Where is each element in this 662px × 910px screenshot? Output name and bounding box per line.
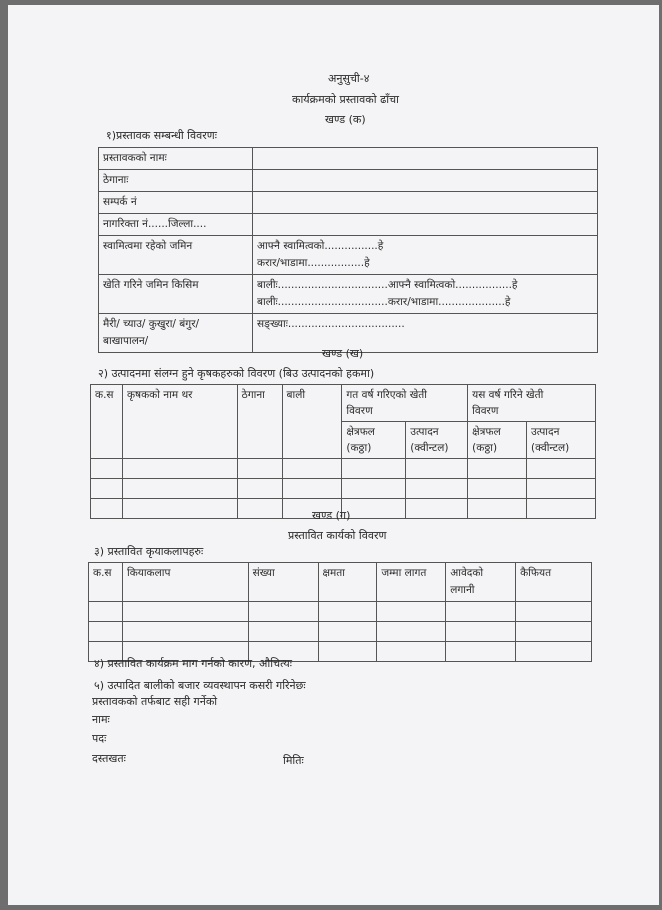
own-land-line: आफ्नै स्वामित्वको................हे [257,240,384,252]
contact-value [253,192,598,214]
col-address: ठेगाना [237,385,282,459]
post-label: पदः [92,732,107,745]
schedule-label: अनुसुची-४ [328,72,370,85]
livestock-value: सङ्ख्याः................................... [253,314,598,353]
col-investment-1: आवेदको [450,567,484,579]
col-crop: बाली [282,385,342,459]
sub-prod-last-2: (क्वीन्टल) [410,442,449,454]
leased-land-line: करार/भाडामा.................हे [257,257,370,269]
sub-area-this-2: (कठ्ठा) [472,442,498,454]
address-label: ठेगानाः [99,170,253,192]
item4-justification: ४) प्रस्तावित कार्यक्रम माग गर्नको कारण, औचित्यः [94,657,292,670]
section-a-label: खण्ड (क) [325,113,366,126]
crop-lease-line: बालीः.................................करार/भाडामा....................हे [257,296,511,308]
signatory-heading: प्रस्तावकको तर्फबाट सही गर्नेको [92,695,218,708]
col-quantity: संख्या [248,563,318,602]
table-header-row [91,385,596,422]
sub-prod-this-2: (क्वीन्टल) [531,442,570,454]
table-row [99,192,598,214]
col-investment [446,563,516,602]
section2-heading: २) उत्पादनमा संलग्न हुने कृषकहरुको विवरण (बिउ उत्पादनको हकमा) [98,367,375,380]
land-ownership-value [253,236,598,275]
crop-own-line: बालीः.................................आफ्नै स्वामित्वको.................हे [257,279,518,291]
col-last-year [342,385,468,422]
table-row [89,622,592,642]
col-investment-2: लगानी [450,584,475,596]
form-title: कार्यक्रमको प्रस्तावको ढाँचा [292,93,399,106]
table-row [99,214,598,236]
col-sn: क.स [91,385,123,459]
section-c-label: खण्ड (ग) [312,509,351,522]
col-capacity: क्षमता [318,563,377,602]
proposed-work-title: प्रस्तावित कार्यको विवरण [288,529,387,542]
date-label: मितिः [283,754,304,767]
citizenship-label: नागरिक्ता नं......जिल्ला.... [99,214,253,236]
sub-prod-this [527,422,596,459]
table-header-row [89,563,592,602]
col-activity: कियाकलाप [122,563,248,602]
table-row [89,602,592,622]
activities-table [88,562,592,662]
sub-area-last-2: (कठ्ठा) [346,442,372,454]
table-row [91,459,596,479]
land-ownership-label: स्वामित्वमा रहेको जमिन [99,236,253,275]
table-row [99,275,598,314]
sub-area-last-1: क्षेत्रफल [346,426,375,438]
col-remarks: कैफियत [516,563,592,602]
address-value [253,170,598,192]
sub-prod-last [406,422,468,459]
livestock-label-line1: मैरी/ च्याउ/ कुखुरा/ बंगुर/ [103,318,200,330]
name-label: नामः [92,713,110,726]
col-total-cost: जम्मा लागत [377,563,446,602]
land-type-label: खेति गरिने जमिन किसिम [99,275,253,314]
col-farmer-name: कृषकको नाम थर [122,385,237,459]
sub-prod-this-1: उत्पादन [531,426,560,438]
contact-label: सम्पर्क नं [99,192,253,214]
signature-label: दस्तखतः [92,752,126,765]
proposer-table [98,147,598,353]
table-row [99,236,598,275]
col-this-year-line2: विवरण [472,405,499,417]
section3-heading: ३) प्रस्तावित कृयाकलापहरुः [94,545,204,558]
citizenship-value [253,214,598,236]
proposer-name-value [253,148,598,170]
table-row [99,170,598,192]
livestock-label [99,314,253,353]
section-b-label: खण्ड (ख) [322,347,364,360]
proposer-name-label: प्रस्तावकको नामः [99,148,253,170]
farmers-table [90,384,596,519]
col-last-year-line2: विवरण [346,405,373,417]
col-this-year [468,385,596,422]
section1-heading: १)प्रस्तावक सम्बन्धी विवरणः [106,129,217,142]
item5-marketing: ५) उत्पादित बालीको बजार व्यवस्थापन कसरी गरिनेछः [94,679,306,692]
sub-area-this [468,422,527,459]
col-this-year-line1: यस वर्ष गरिने खेती [472,389,544,401]
livestock-label-line2: बाखापालन/ [103,335,149,347]
col-last-year-line1: गत वर्ष गरिएको खेती [346,389,428,401]
land-type-value [253,275,598,314]
table-row [91,479,596,499]
table-row [99,148,598,170]
sub-area-last [342,422,406,459]
col-sn: क.स [89,563,123,602]
sub-prod-last-1: उत्पादन [410,426,439,438]
sub-area-this-1: क्षेत्रफल [472,426,501,438]
